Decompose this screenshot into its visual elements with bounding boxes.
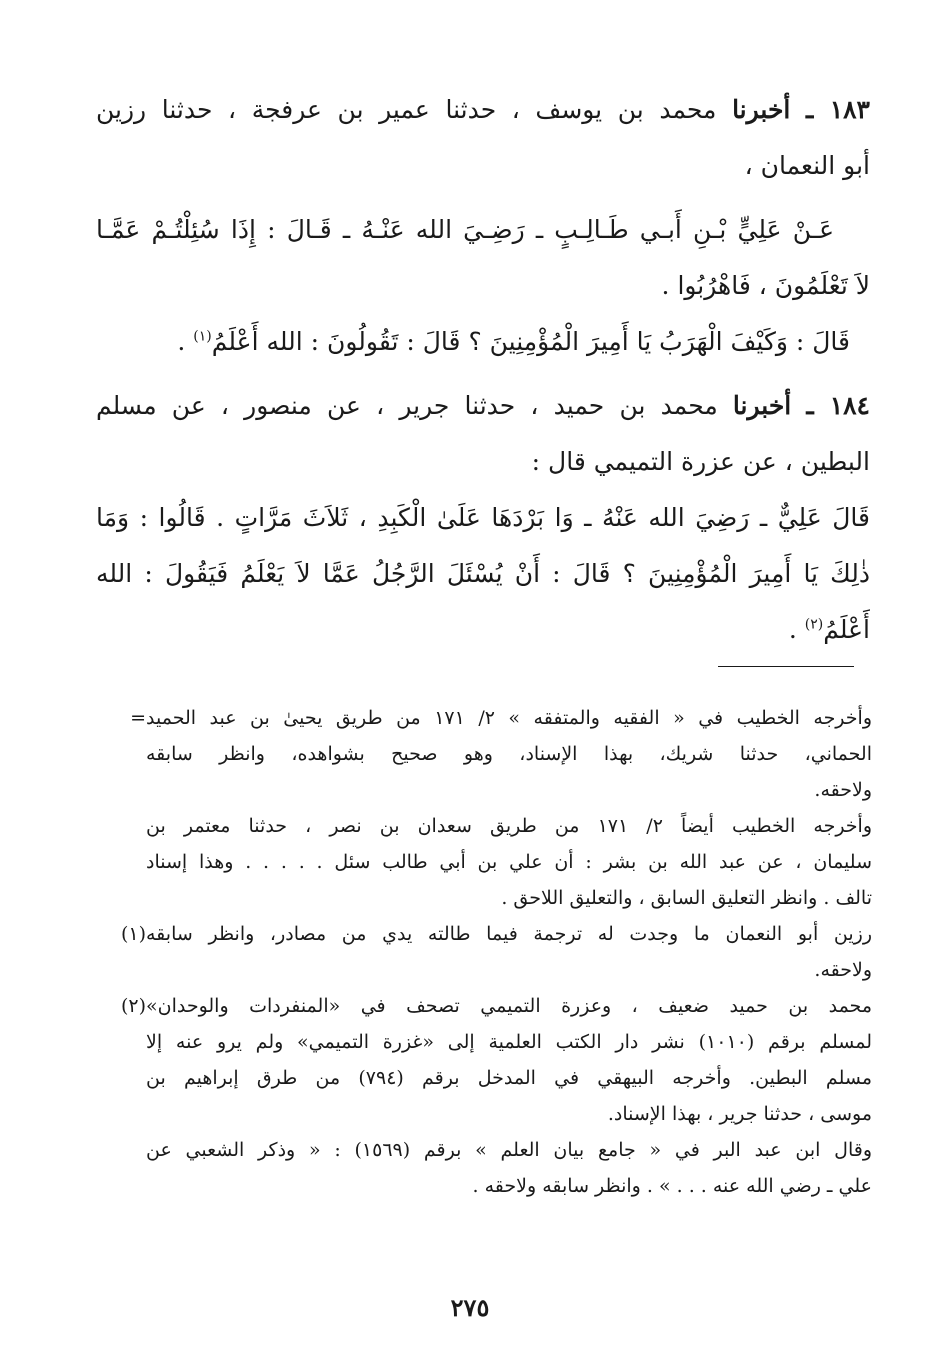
footnote-line: وأخرجه الخطيب أيضاً ٢/ ١٧١ من طريق سعدان بن نصر ، حدثنا معتمر بن [146,815,872,837]
footnote-ref-2[interactable]: (٢) [804,616,824,633]
footnote-mark-1: (١) [120,923,146,945]
footnote-line: تالف . وانظر التعليق السابق ، والتعليق اللاحق . [501,887,872,909]
footnote-line: سليمان ، عن عبد الله بن بشر : أن علي بن أبي طالب سئل . . . . . وهذا إسناد [146,851,872,873]
footnote-continuation [96,700,872,916]
footnote-separator [718,666,854,667]
hadith-184-matn-line-2: ذٰلِكَ يَا أَمِيرَ الْمُؤْمِنِينَ ؟ قَالَ : أَنْ يُسْئَلَ الرَّجُلُ عَمَّا لاَ يَعْلَمُ فَيَقُولَ : الله [96,559,870,588]
hadith-184-chain-line-1 [96,378,870,434]
footnote-line: رزين أبو النعمان ما وجدت له ترجمة فيما طالته يدي من مصادر، وانظر سابقه [146,923,872,945]
hadith-184-matn-line-3 [96,602,870,658]
chain-text: محمد بن يوسف ، حدثنا عمير بن عرفجة ، حدثنا رزين [96,95,717,124]
hadith-number-184: ١٨٤ ـ [806,391,870,420]
footnote-line: محمد بن حميد ضعيف ، وعزرة التميمي تصحف في «المنفردات والوحدان» [146,995,872,1017]
footnote-body [146,916,872,988]
period: . [788,615,805,644]
akhbarana-keyword: أخبرنا [732,391,792,420]
hadith-183-matn-line-2: لاَ تَعْلَمُونَ ، فَاهْرُبُوا . [661,271,870,300]
footnote-line: علي ـ رضي الله عنه . . . » . وانظر سابقه ولاحقه . [472,1175,872,1197]
continuation-mark: = [130,707,146,729]
footnote-body [146,988,872,1204]
hadith-number-183: ١٨٣ ـ [806,95,870,124]
hadith-183-chain-line-1 [96,82,870,138]
hadith-184-matn-line-1: قَالَ عَلِيٌّ ـ رَضِيَ الله عَنْهُ ـ وَا بَرْدَهَا عَلَىٰ الْكَبِدِ ، ثَلاَثَ مَرَّاتٍ . قَالُوا : وَمَا [96,503,870,532]
footnote-body [146,700,872,916]
chain-text: محمد بن حميد ، حدثنا جرير ، عن منصور ، عن مسلم [96,391,718,420]
footnote-2 [96,988,872,1204]
footnote-1 [96,916,872,988]
footnote-line: وقال ابن عبد البر في « جامع بيان العلم » برقم (١٥٦٩) : « وذكر الشعبي عن [146,1139,872,1161]
footnote-line: موسى ، حدثنا جرير ، بهذا الإسناد. [607,1103,872,1125]
hadith-184-chain-line-2: البطين ، عن عزرة التميمي قال : [531,447,870,476]
footnote-line: مسلم البطين. وأخرجه البيهقي في المدخل برقم (٧٩٤) من طرق إبراهيم بن [146,1067,872,1089]
hadith-183-chain-line-2: أبو النعمان ، [744,151,870,180]
footnote-line: الحماني، حدثنا شريك، بهذا الإسناد، وهو صحيح بشواهده، وانظر سابقه [146,743,872,765]
footnote-line: ولاحقه. [814,959,872,981]
hadith-183-matn-line-1: عَـنْ عَلِيٍّ بْـنِ أَبـي طَـالِـبٍ ـ رَضِـيَ الله عَنْـهُ ـ قَـالَ : إِذَا سُئِلْتُـمْ عَمَّـا [96,215,834,244]
matn-text: قَالَ : وَكَيْفَ الْهَرَبُ يَا أَمِيرَ الْمُؤْمِنِينَ ؟ قَالَ : تَقُولُونَ : الله أَعْلَمُ [211,327,850,356]
footnote-line: ولاحقه. [814,779,872,801]
footnote-mark-2: (٢) [120,995,146,1017]
footnote-line: وأخرجه الخطيب في « الفقيه والمتفقه » ٢/ ١٧١ من طريق يحيىٰ بن عبد الحميد [146,707,872,729]
page-number: ٢٧٥ [450,1293,490,1322]
main-text [96,82,870,658]
matn-text: أَعْلَمُ [823,615,870,644]
period: . [177,327,194,356]
hadith-183-matn-line-3 [96,314,870,370]
footnotes [96,700,872,1204]
footnote-line: لمسلم برقم (١٠١٠) نشر دار الكتب العلمية إلى «غزرة التميمي» ولم يرو عنه إلا [146,1031,872,1053]
akhbarana-keyword: أخبرنا [732,95,791,124]
footnote-ref-1[interactable]: (١) [193,328,212,345]
